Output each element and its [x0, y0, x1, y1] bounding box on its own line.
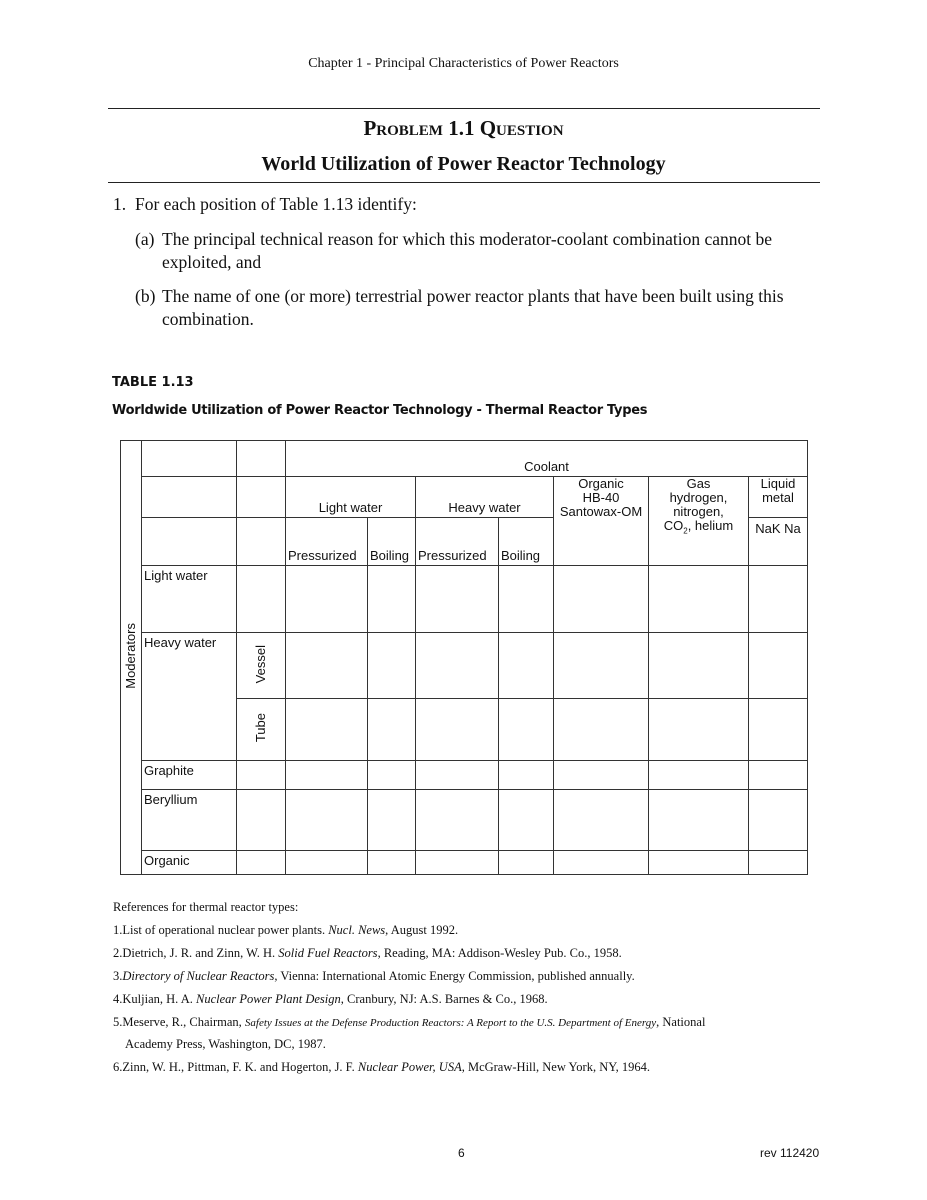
light-water-coolant-header: Light water [286, 477, 416, 518]
question-text: For each position of Table 1.13 identify: [135, 194, 417, 214]
moderators-header: Moderators [121, 441, 142, 875]
moderator-coolant-table [120, 440, 808, 875]
row-organic: Organic [142, 851, 237, 875]
row-graphite: Graphite [142, 761, 237, 790]
part-a-text: The principal technical reason for which this moderator-coolant combination cannot be exploited, and [162, 229, 772, 272]
problem-title: Problem 1.1 Question [363, 116, 564, 140]
reference-item: 3.Directory of Nuclear Reactors, Vienna: International Atomic Energy Commission, published annually. [113, 969, 635, 983]
gas-coolant-header: Gas hydrogen, nitrogen, $CO_2$, helium [649, 477, 749, 566]
chapter-header: Chapter 1 - Principal Characteristics of Power Reactors [308, 56, 619, 71]
coolant-header: Coolant [286, 441, 808, 477]
page-number: 6 [458, 1146, 465, 1160]
hw-pressurized-header: Pressurized [416, 518, 499, 566]
liquid-metal-coolant-header: Liquid metal [749, 477, 808, 518]
revision: rev 112420 [760, 1146, 820, 1160]
question-number: 1. [113, 194, 127, 214]
nak-na-header: NaK Na [749, 518, 808, 566]
tube-label: Tube [253, 713, 268, 743]
lw-pressurized-header: Pressurized [286, 518, 368, 566]
divider [108, 182, 820, 183]
reference-item: 2.Dietrich, J. R. and Zinn, W. H. Solid Fuel Reactors, Reading, MA: Addison-Wesley Pub. Co., 1958. [113, 946, 622, 960]
reference-item: 6.Zinn, W. H., Pittman, F. K. and Hogerton, J. F. Nuclear Power, USA, McGraw-Hill, New York, NY, 1964. [113, 1060, 651, 1074]
reference-item: 4.Kuljian, H. A. Nuclear Power Plant Design, Cranbury, NJ: A.S. Barnes & Co., 1968. [113, 992, 548, 1006]
row-light-water: Light water [142, 566, 237, 633]
part-b-label: (b) [135, 286, 156, 306]
table-caption: Worldwide Utilization of Power Reactor Technology - Thermal Reactor Types [112, 403, 648, 418]
hw-boiling-header: Boiling [499, 518, 554, 566]
reference-item: 1.List of operational nuclear power plants. Nucl. News, August 1992. [113, 923, 459, 937]
part-a-label: (a) [135, 229, 155, 249]
problem-subtitle: World Utilization of Power Reactor Technology [261, 153, 666, 175]
reference-item: 5.Meserve, R., Chairman, Safety Issues at the Defense Production Reactors: A Report to the U.S. Department of Energy, National [113, 1015, 706, 1029]
vessel-label: Vessel [253, 644, 268, 684]
lw-boiling-header: Boiling [368, 518, 416, 566]
references-title: References for thermal reactor types: [113, 900, 299, 914]
row-beryllium: Beryllium [142, 790, 237, 851]
divider [108, 108, 820, 109]
reference-item-continued: Academy Press, Washington, DC, 1987. [125, 1037, 326, 1051]
heavy-water-coolant-header: Heavy water [416, 477, 554, 518]
part-b-text: The name of one (or more) terrestrial power reactor plants that have been built using this combination. [162, 286, 784, 329]
organic-coolant-header: Organic HB-40 Santowax-OM [554, 477, 649, 566]
row-heavy-water: Heavy water [142, 633, 237, 761]
table-label: TABLE 1.13 [112, 375, 194, 390]
